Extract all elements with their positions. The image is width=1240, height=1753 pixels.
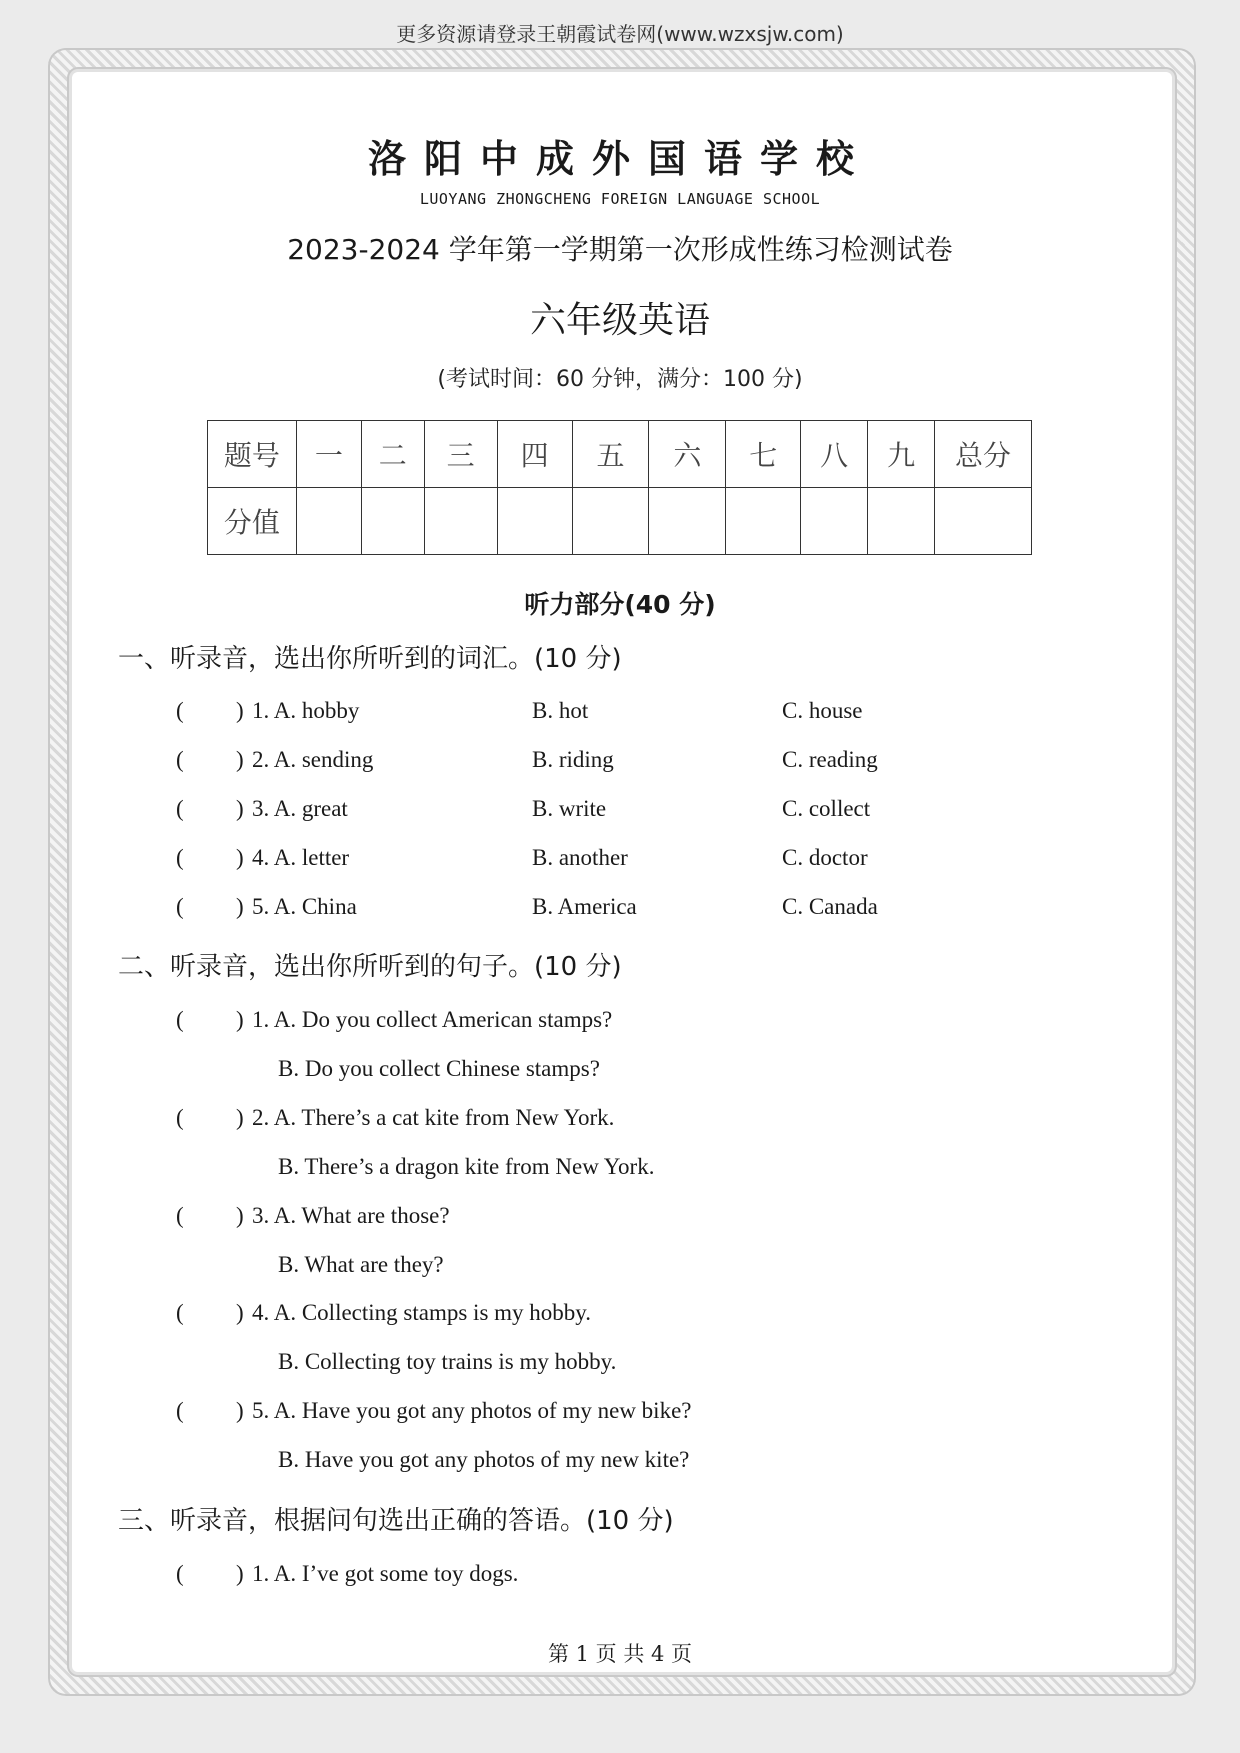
answer-blank-close: )	[236, 845, 244, 870]
answer-blank-close: )	[236, 796, 244, 821]
answer-blank-open[interactable]: (	[176, 698, 184, 723]
option-c: C. house	[782, 698, 863, 723]
answer-blank-open[interactable]: (	[176, 894, 184, 919]
score-input-cell[interactable]	[424, 488, 497, 555]
score-input-cell[interactable]	[801, 488, 868, 555]
school-name-en: LUOYANG ZHONGCHENG FOREIGN LANGUAGE SCHOOL	[419, 190, 821, 208]
answer-blank-close: )	[236, 747, 244, 772]
answer-blank-open[interactable]: (	[176, 1007, 184, 1032]
option-c: C. collect	[782, 796, 871, 821]
score-cell: 九	[868, 421, 935, 488]
score-input-cell[interactable]	[497, 488, 572, 555]
answer-blank-open[interactable]: (	[176, 1561, 184, 1586]
option-b: B. hot	[532, 698, 589, 723]
score-cell: 总分	[935, 421, 1032, 488]
answer-blank-close: )	[236, 894, 244, 919]
option-a: 1. A. Do you collect American stamps?	[252, 1007, 613, 1032]
option-b: B. America	[532, 894, 637, 919]
score-input-cell[interactable]	[296, 488, 361, 555]
score-table	[207, 420, 1032, 555]
answer-blank-open[interactable]: (	[176, 796, 184, 821]
score-input-cell[interactable]	[649, 488, 726, 555]
option-b: B. Have you got any photos of my new kite?	[278, 1447, 690, 1472]
score-cell: 八	[801, 421, 868, 488]
score-table-header-row	[208, 421, 1032, 488]
score-cell: 七	[726, 421, 801, 488]
option-b: B. Do you collect Chinese stamps?	[278, 1056, 600, 1081]
score-cell: 四	[497, 421, 572, 488]
option-a: 5. A. Have you got any photos of my new bike?	[252, 1398, 692, 1423]
exam-title: 2023-2024 学年第一学期第一次形成性练习检测试卷	[287, 233, 953, 266]
option-c: C. Canada	[782, 894, 878, 919]
answer-blank-close: )	[236, 1561, 244, 1586]
option-a: 4. A. letter	[252, 845, 350, 870]
section2-heading: 二、听录音，选出你所听到的句子。(10 分)	[118, 952, 622, 982]
answer-blank-close: )	[236, 698, 244, 723]
option-a: 5. A. China	[252, 894, 357, 919]
score-input-cell[interactable]	[868, 488, 935, 555]
option-a: 4. A. Collecting stamps is my hobby.	[252, 1300, 592, 1325]
answer-blank-open[interactable]: (	[176, 845, 184, 870]
score-input-cell[interactable]	[572, 488, 649, 555]
option-a: 3. A. great	[252, 796, 348, 821]
score-row-label: 分值	[208, 488, 297, 555]
option-a: 2. A. sending	[252, 747, 374, 772]
answer-blank-close: )	[236, 1300, 244, 1325]
exam-info: (考试时间：60 分钟，满分：100 分)	[437, 367, 803, 392]
option-b: B. riding	[532, 747, 614, 772]
score-input-cell[interactable]	[361, 488, 424, 555]
answer-blank-close: )	[236, 1203, 244, 1228]
score-input-cell[interactable]	[935, 488, 1032, 555]
option-c: C. doctor	[782, 845, 868, 870]
answer-blank-close: )	[236, 1398, 244, 1423]
score-input-cell[interactable]	[726, 488, 801, 555]
score-cell: 题号	[208, 421, 297, 488]
option-b: B. Collecting toy trains is my hobby.	[278, 1349, 617, 1374]
answer-blank-open[interactable]: (	[176, 747, 184, 772]
school-name: 洛阳中成外国语学校	[367, 137, 872, 181]
option-c: C. reading	[782, 747, 878, 772]
option-a: 2. A. There’s a cat kite from New York.	[252, 1105, 615, 1130]
answer-blank-open[interactable]: (	[176, 1105, 184, 1130]
score-cell: 一	[296, 421, 361, 488]
answer-blank-close: )	[236, 1105, 244, 1130]
answer-blank-open[interactable]: (	[176, 1203, 184, 1228]
score-cell: 二	[361, 421, 424, 488]
section1-heading: 一、听录音，选出你所听到的词汇。(10 分)	[118, 644, 622, 674]
score-cell: 五	[572, 421, 649, 488]
option-a: 1. A. I’ve got some toy dogs.	[252, 1561, 519, 1586]
subject-title: 六年级英语	[529, 300, 710, 341]
page-number: 第 1 页 共 4 页	[547, 1642, 693, 1666]
listening-part-heading: 听力部分(40 分)	[524, 590, 716, 619]
answer-blank-close: )	[236, 1007, 244, 1032]
score-cell: 六	[649, 421, 726, 488]
option-a: 3. A. What are those?	[252, 1203, 450, 1228]
score-cell: 三	[424, 421, 497, 488]
option-a: 1. A. hobby	[252, 698, 360, 723]
option-b: B. another	[532, 845, 628, 870]
answer-blank-open[interactable]: (	[176, 1398, 184, 1423]
option-b: B. write	[532, 796, 607, 821]
section3-heading: 三、听录音，根据问句选出正确的答语。(10 分)	[118, 1506, 674, 1536]
option-b: B. There’s a dragon kite from New York.	[278, 1154, 655, 1179]
answer-blank-open[interactable]: (	[176, 1300, 184, 1325]
watermark: 更多资源请登录王朝霞试卷网(www.wzxsjw.com)	[396, 22, 844, 46]
option-b: B. What are they?	[278, 1252, 444, 1277]
score-table-value-row	[208, 488, 1032, 555]
